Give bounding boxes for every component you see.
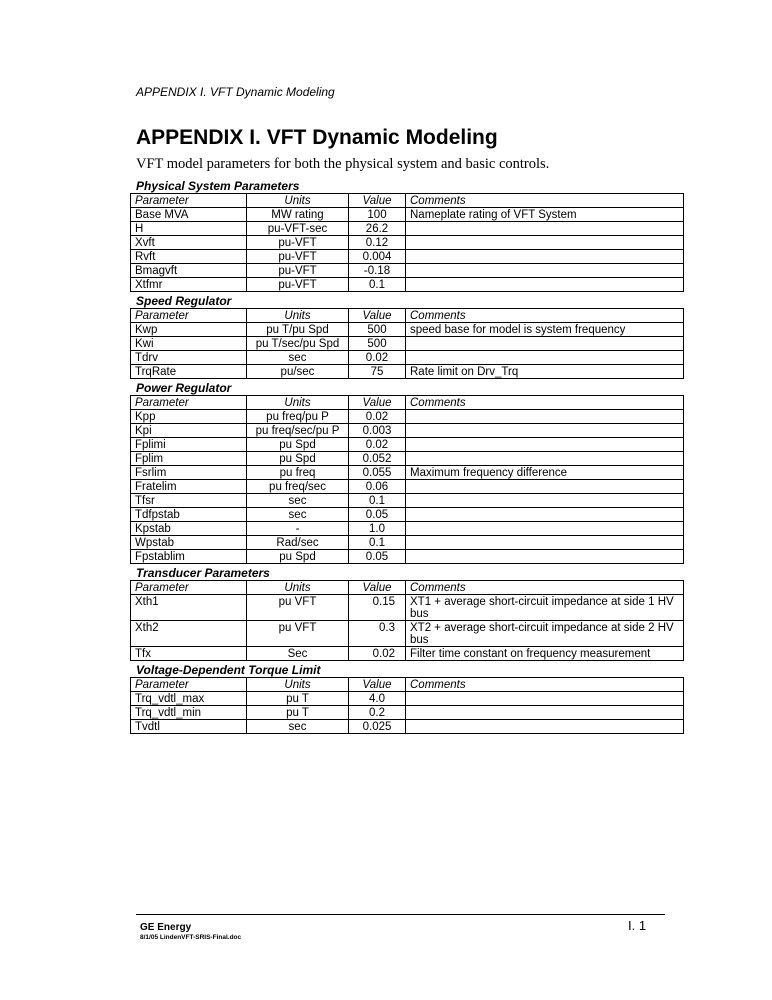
cell-value: 26.2 [349,222,406,236]
cell-param: Xvft [131,236,247,250]
cell-value: 0.12 [349,236,406,250]
cell-comments [406,536,684,550]
column-header-comments: Comments [406,581,684,595]
cell-param: Kpi [131,424,247,438]
parameter-table [130,677,684,734]
cell-param: Trq_vdtl_min [131,706,247,720]
cell-comments [406,706,684,720]
cell-param: TrqRate [131,365,247,379]
cell-units: pu-VFT-sec [247,222,349,236]
cell-units: Rad/sec [247,536,349,550]
cell-value: 0.2 [349,706,406,720]
cell-units: pu Spd [247,452,349,466]
table-header-row [131,309,684,323]
cell-value: 75 [349,365,406,379]
table-row [131,424,684,438]
column-header-param: Parameter [131,396,247,410]
cell-value: 0.02 [349,351,406,365]
column-header-value: Value [349,309,406,323]
table-row [131,278,684,292]
table-row [131,621,684,647]
cell-units: pu Spd [247,438,349,452]
cell-value: 0.052 [349,452,406,466]
table-row [131,550,684,564]
cell-value: 0.06 [349,480,406,494]
table-row [131,480,684,494]
table-row [131,351,684,365]
cell-comments [406,720,684,734]
cell-units: sec [247,720,349,734]
column-header-comments: Comments [406,396,684,410]
table-row [131,250,684,264]
parameter-table [130,580,684,661]
intro-text: VFT model parameters for both the physical system and basic controls. [136,156,550,172]
column-header-value: Value [349,581,406,595]
cell-param: Fratelim [131,480,247,494]
cell-param: Kpp [131,410,247,424]
cell-units: pu-VFT [247,236,349,250]
table-row [131,466,684,480]
cell-comments: XT2 + average short-circuit impedance at side 2 HV bus [406,621,684,647]
table-row [131,410,684,424]
cell-param: Fplim [131,452,247,466]
cell-units: pu freq [247,466,349,480]
cell-param: H [131,222,247,236]
cell-comments [406,236,684,250]
cell-value: 0.025 [349,720,406,734]
cell-value: 100 [349,208,406,222]
cell-comments: Maximum frequency difference [406,466,684,480]
section-title: Power Regulator [136,381,232,395]
cell-units: pu VFT [247,621,349,647]
cell-units: pu T/pu Spd [247,323,349,337]
page-title: APPENDIX I. VFT Dynamic Modeling [136,126,498,149]
table-row [131,438,684,452]
cell-comments [406,278,684,292]
cell-comments: Rate limit on Drv_Trq [406,365,684,379]
cell-comments [406,494,684,508]
cell-comments: Nameplate rating of VFT System [406,208,684,222]
table-row [131,452,684,466]
cell-value: 0.1 [349,494,406,508]
cell-param: Tdfpstab [131,508,247,522]
cell-value: 1.0 [349,522,406,536]
cell-value: 0.02 [349,647,406,661]
section-title: Voltage-Dependent Torque Limit [136,663,321,677]
column-header-value: Value [349,678,406,692]
cell-value: 0.02 [349,438,406,452]
cell-param: Fplimi [131,438,247,452]
parameter-table [130,395,684,564]
table-row [131,647,684,661]
cell-param: Trq_vdtl_max [131,692,247,706]
cell-units: pu T [247,706,349,720]
cell-value: 500 [349,323,406,337]
cell-param: Fsrlim [131,466,247,480]
table-row [131,595,684,621]
column-header-comments: Comments [406,678,684,692]
table-header-row [131,396,684,410]
cell-units: pu/sec [247,365,349,379]
cell-value: 0.1 [349,278,406,292]
column-header-units: Units [247,678,349,692]
cell-value: 0.1 [349,536,406,550]
parameter-table [130,193,684,292]
cell-comments [406,222,684,236]
table-row [131,365,684,379]
cell-comments: XT1 + average short-circuit impedance at side 1 HV bus [406,595,684,621]
column-header-param: Parameter [131,678,247,692]
table-row [131,536,684,550]
column-header-units: Units [247,581,349,595]
cell-param: Tdrv [131,351,247,365]
cell-units: MW rating [247,208,349,222]
column-header-param: Parameter [131,309,247,323]
cell-comments [406,424,684,438]
cell-value: 0.05 [349,508,406,522]
column-header-comments: Comments [406,194,684,208]
cell-value: 4.0 [349,692,406,706]
cell-param: Xth1 [131,595,247,621]
cell-param: Base MVA [131,208,247,222]
cell-param: Xtfmr [131,278,247,292]
cell-comments [406,337,684,351]
cell-param: Fpstablim [131,550,247,564]
cell-units: sec [247,508,349,522]
footer-divider [136,914,665,915]
cell-units: pu freq/sec/pu P [247,424,349,438]
cell-value: 500 [349,337,406,351]
cell-comments [406,522,684,536]
cell-comments [406,250,684,264]
cell-units: pu-VFT [247,278,349,292]
table-row [131,720,684,734]
table-header-row [131,581,684,595]
table-row [131,522,684,536]
cell-param: Kpstab [131,522,247,536]
cell-comments [406,410,684,424]
cell-param: Tfx [131,647,247,661]
cell-param: Xth2 [131,621,247,647]
footer-company: GE Energy [140,922,192,933]
cell-units: - [247,522,349,536]
table-row [131,337,684,351]
cell-param: Bmagvft [131,264,247,278]
table-header-row [131,678,684,692]
table-row [131,323,684,337]
cell-units: pu VFT [247,595,349,621]
cell-comments: Filter time constant on frequency measurement [406,647,684,661]
cell-param: Wpstab [131,536,247,550]
cell-comments [406,508,684,522]
cell-param: Tfsr [131,494,247,508]
table-row [131,236,684,250]
cell-value: 0.02 [349,410,406,424]
cell-comments [406,438,684,452]
cell-units: pu Spd [247,550,349,564]
cell-units: pu-VFT [247,264,349,278]
table-row [131,222,684,236]
cell-comments [406,452,684,466]
table-row [131,208,684,222]
cell-comments [406,351,684,365]
column-header-value: Value [349,396,406,410]
cell-units: sec [247,351,349,365]
cell-comments [406,480,684,494]
table-header-row [131,194,684,208]
cell-comments: speed base for model is system frequency [406,323,684,337]
cell-value: 0.055 [349,466,406,480]
cell-param: Kwi [131,337,247,351]
cell-units: pu-VFT [247,250,349,264]
section-title: Speed Regulator [136,294,232,308]
cell-param: Rvft [131,250,247,264]
table-row [131,508,684,522]
running-header: APPENDIX I. VFT Dynamic Modeling [136,85,335,99]
column-header-units: Units [247,396,349,410]
cell-units: sec [247,494,349,508]
cell-value: 0.3 [349,621,406,647]
cell-value: 0.004 [349,250,406,264]
cell-param: Tvdtl [131,720,247,734]
cell-comments [406,550,684,564]
cell-units: pu freq/pu P [247,410,349,424]
cell-units: pu freq/sec [247,480,349,494]
column-header-units: Units [247,194,349,208]
section-title: Transducer Parameters [136,566,270,580]
column-header-value: Value [349,194,406,208]
cell-comments [406,692,684,706]
column-header-comments: Comments [406,309,684,323]
table-row [131,494,684,508]
parameter-tables [130,177,683,734]
column-header-units: Units [247,309,349,323]
cell-value: 0.05 [349,550,406,564]
table-row [131,692,684,706]
cell-units: pu T [247,692,349,706]
table-row [131,706,684,720]
footer-filename: 8/1/05 LindenVFT-SRIS-Final.doc [140,934,242,941]
cell-units: pu T/sec/pu Spd [247,337,349,351]
cell-comments [406,264,684,278]
cell-param: Kwp [131,323,247,337]
table-row [131,264,684,278]
cell-units: Sec [247,647,349,661]
cell-value: 0.15 [349,595,406,621]
page-number: I. 1 [628,918,647,933]
cell-value: 0.003 [349,424,406,438]
cell-value: -0.18 [349,264,406,278]
section-title: Physical System Parameters [136,179,300,193]
column-header-param: Parameter [131,581,247,595]
parameter-table [130,308,684,379]
column-header-param: Parameter [131,194,247,208]
